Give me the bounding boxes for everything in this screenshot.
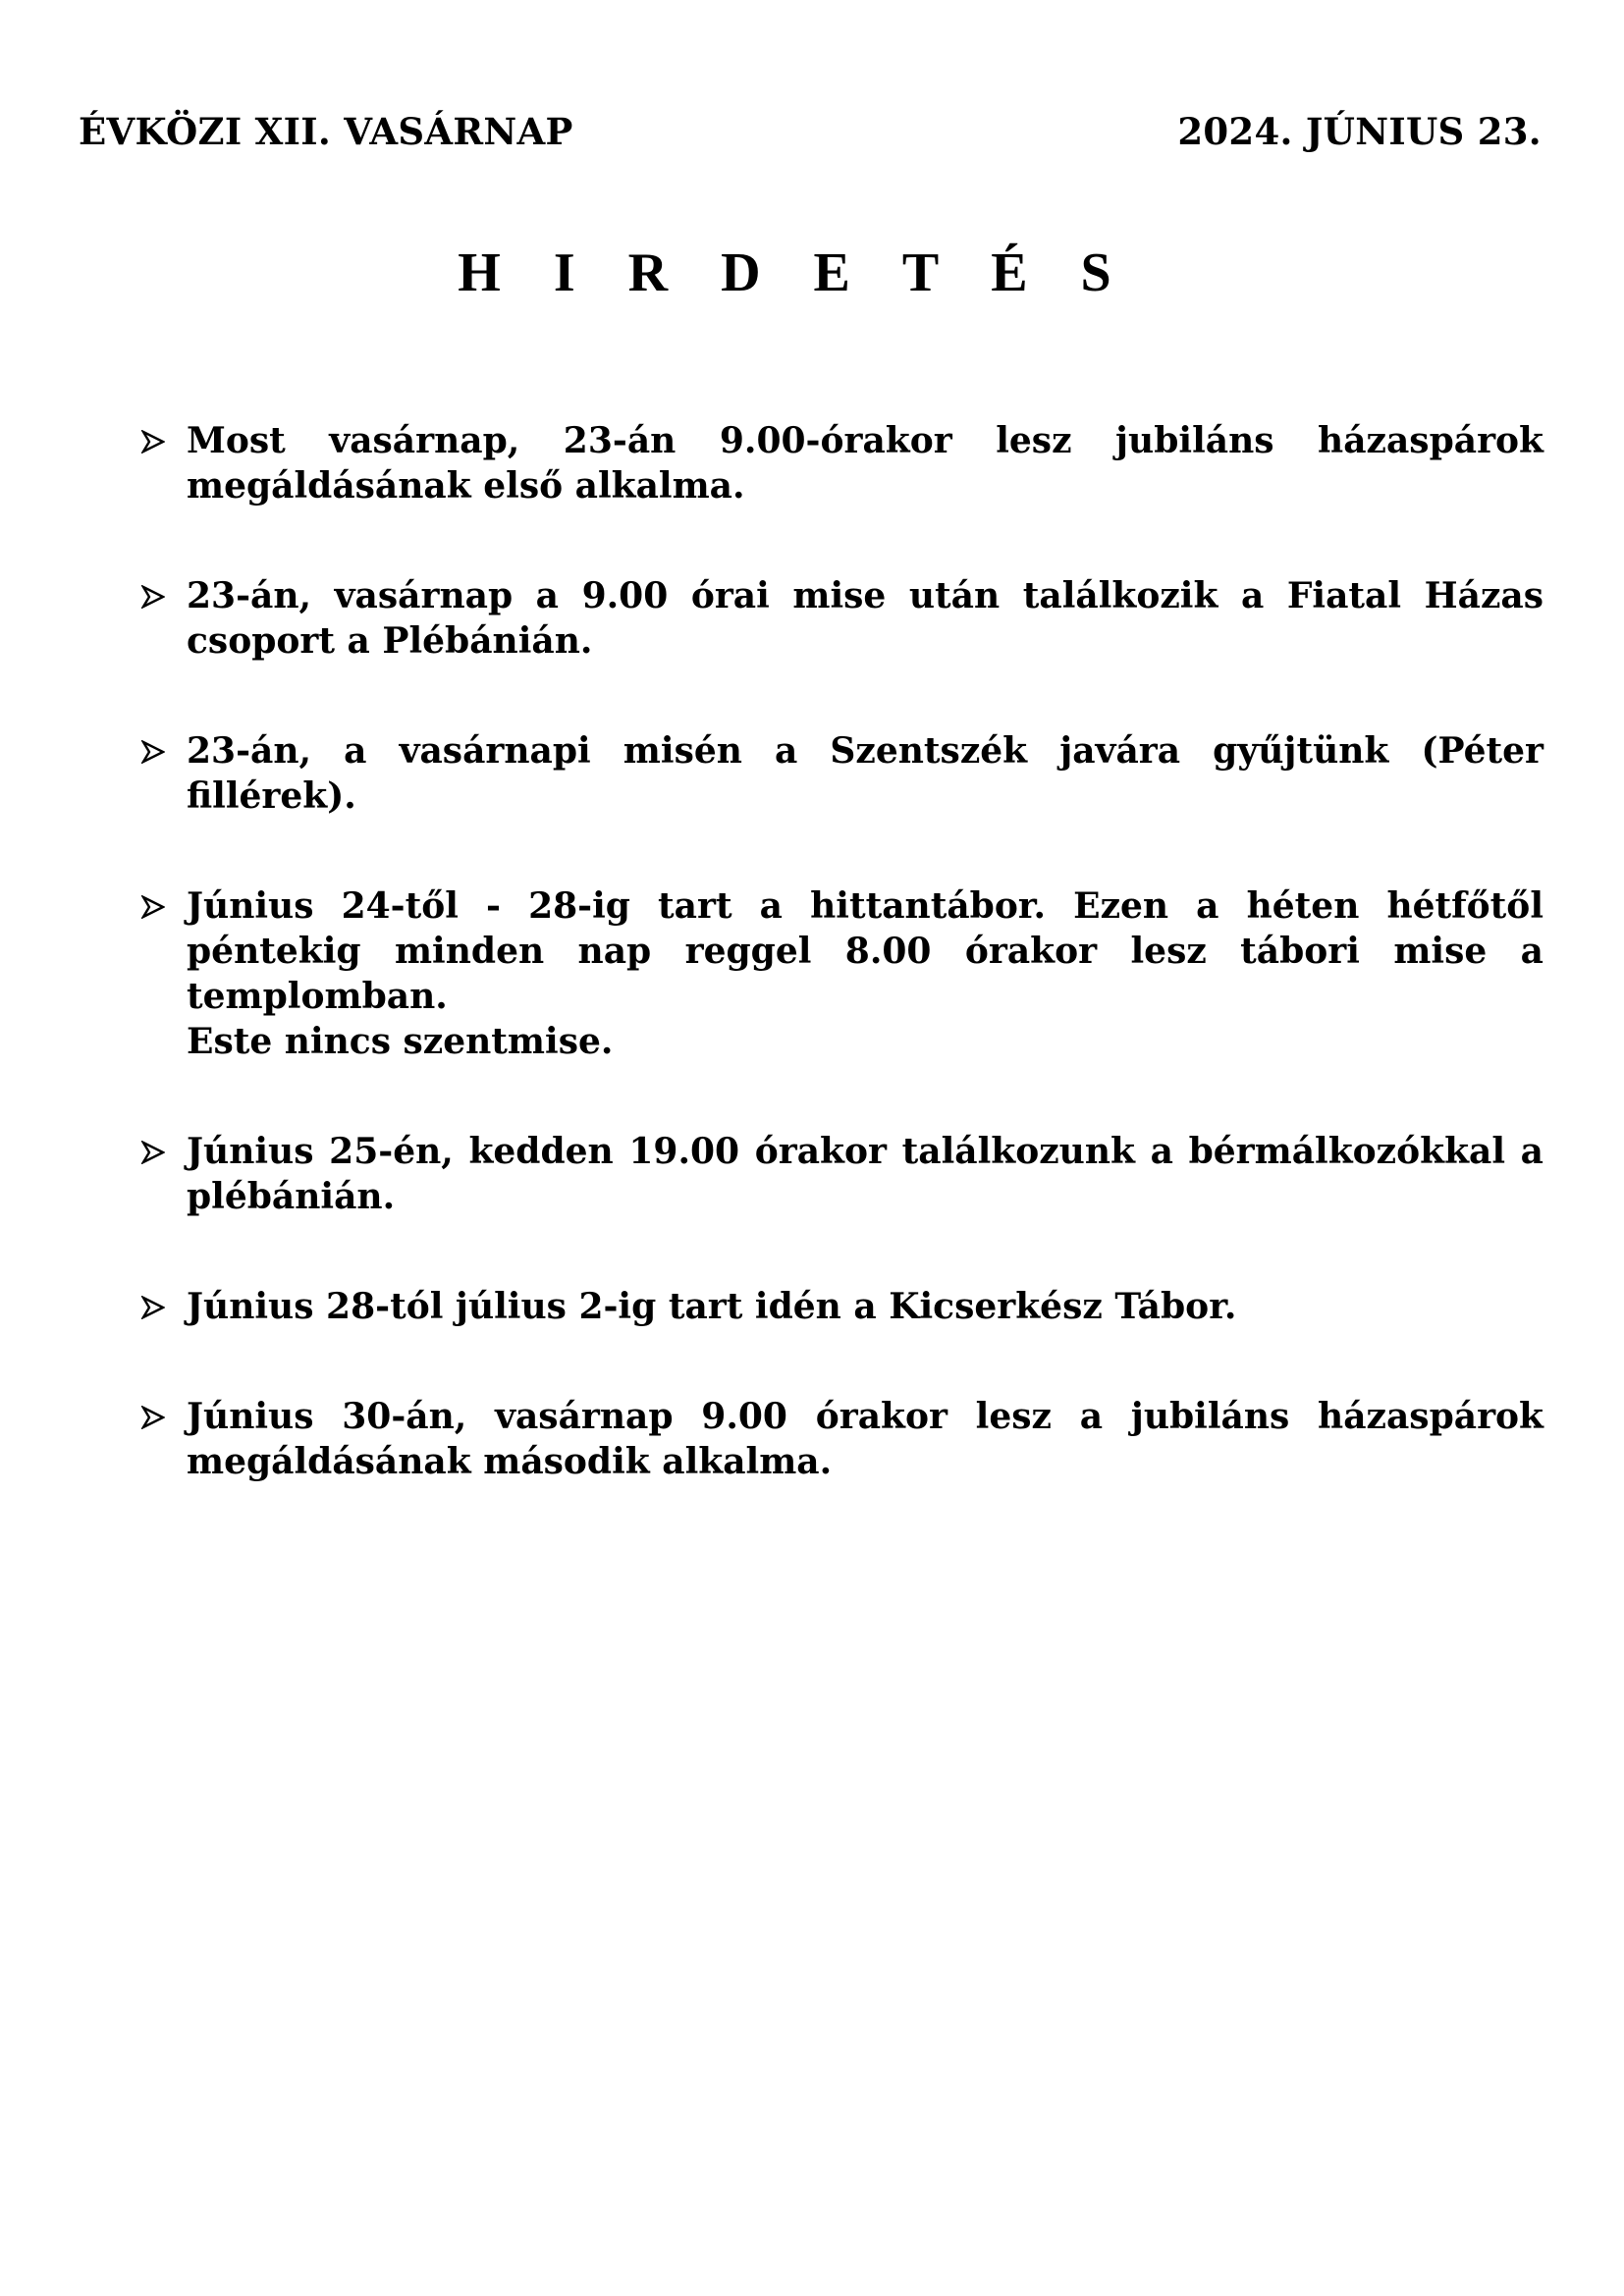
announcement-text: 23-án, vasárnap a 9.00 órai mise után találkozik a Fiatal Házas csoport a Plébánián.: [187, 575, 1543, 662]
announcement-text: Június 28-tól július 2-ig tart idén a Kicserkész Tábor.: [187, 1286, 1237, 1327]
announcement-text: Június 24-től - 28-ig tart a hittantábor. Ezen a héten hétfőtől péntekig minden nap reggel 8.00 órakor lesz tábori mise a templomban.: [187, 885, 1543, 1017]
announcement-note: Este nincs szentmise.: [187, 1021, 614, 1062]
announcement-text: Június 30-án, vasárnap 9.00 órakor lesz a jubiláns házaspárok megáldásának második alkalma.: [187, 1396, 1543, 1482]
announcement-item: [137, 1284, 1543, 1329]
announcement-item: [137, 883, 1543, 1064]
page-title: H I R D E T É S: [458, 242, 1131, 303]
announcement-item: [137, 728, 1543, 819]
arrowhead-bullet-icon: [141, 740, 165, 764]
announcement-item: [137, 573, 1543, 664]
announcement-item: [137, 1129, 1543, 1219]
liturgical-day-heading: ÉVKÖZI XII. VASÁRNAP: [79, 110, 573, 153]
arrowhead-bullet-icon: [141, 1141, 165, 1164]
arrowhead-bullet-icon: [141, 1296, 165, 1319]
arrowhead-bullet-icon: [141, 585, 165, 609]
arrowhead-bullet-icon: [141, 1406, 165, 1429]
announcement-item: [137, 1394, 1543, 1484]
announcement-text: 23-án, a vasárnapi misén a Szentszék javára gyűjtünk (Péter fillérek).: [187, 730, 1543, 817]
arrowhead-bullet-icon: [141, 430, 165, 454]
announcement-item: [137, 418, 1543, 508]
announcement-text: Június 25-én, kedden 19.00 órakor találkozunk a bérmálkozókkal a plébánián.: [187, 1131, 1543, 1217]
announcement-text: Most vasárnap, 23-án 9.00-órakor lesz jubiláns házaspárok megáldásának első alkalma.: [187, 420, 1543, 507]
announcement-list: [137, 418, 1543, 1549]
arrowhead-bullet-icon: [141, 895, 165, 919]
date-heading: 2024. JÚNIUS 23.: [1177, 110, 1542, 153]
